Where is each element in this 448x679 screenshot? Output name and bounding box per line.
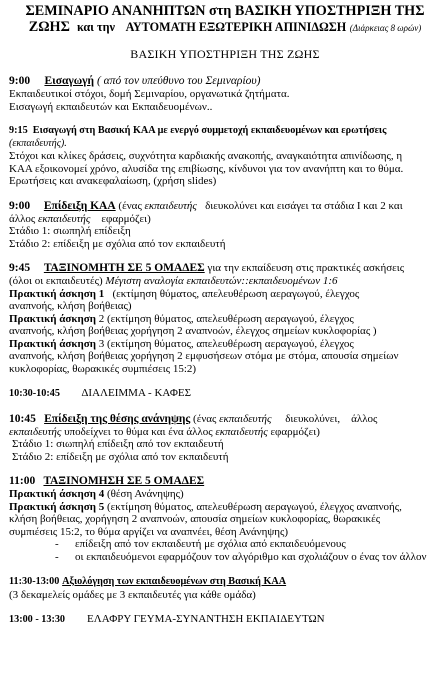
section-heading <box>9 413 441 426</box>
title-duration: (Διάρκειας 8 ωρών) <box>349 23 422 33</box>
section-text: (όλοι οι εκπαιδευτές) <box>9 275 103 287</box>
section-note: διευκολύνει, <box>285 412 341 425</box>
section-time: 9:00 <box>9 75 31 87</box>
exercise-text: (εκτίμηση θύματος, απελευθέρωση αεραγωγού, έλεγχος <box>106 312 354 325</box>
exercise-5-steps <box>9 538 441 563</box>
section-line: Ερωτήσεις και ανακεφαλαίωση, (χρήση slides) <box>9 175 217 187</box>
section-bls-intro <box>9 125 441 188</box>
section-groups-2 <box>9 475 441 563</box>
section-title: Εισαγωγή στη Βασική ΚΑΑ με ενεργό συμμετοχή εκπαιδευομένων και ερωτήσεις <box>32 125 387 136</box>
exercise-3 <box>9 338 441 376</box>
section-time: 11:00 <box>9 475 36 487</box>
exercise-label: Πρακτική άσκηση 4 <box>9 488 105 500</box>
section-note: ( από τον υπεύθυνο του Σεμιναρίου) <box>96 75 261 87</box>
section-note: (ένας <box>193 412 217 425</box>
section-time: 9:00 <box>9 199 31 212</box>
section-line: (3 δεκαμελείς ομάδες με 3 εκπαιδευτές για κάθε ομάδα) <box>9 588 256 601</box>
exercise-4 <box>9 488 441 501</box>
section-text: άλλος <box>9 212 36 225</box>
section-time: 11:30-13:00 <box>9 576 60 587</box>
section-title: Αξιολόγηση των εκπαιδευομένων στη Βασική ΚΑΑ <box>62 576 287 587</box>
section-text: εφαρμόζει) <box>101 212 151 225</box>
exercise-text: κλήση βοήθειας, χορήγηση 2 αναπνοών, απουσία σημείων κυκλοφορίας, θωρακικές <box>9 513 381 525</box>
section-title: Επίδειξη της θέσης ανάνηψης <box>44 412 191 425</box>
document-page <box>9 3 441 639</box>
section-line <box>9 275 441 288</box>
section-line: Στόχοι και κλίκες δράσεις, συχνότητα καρδιακής ανακοπής, αναγκαιότητα απινίδωσης, η <box>9 150 403 162</box>
section-title: ΤΑΞΙΝΟΜΗΤΗ ΣΕ 5 ΟΜΑΔΕΣ <box>43 262 205 274</box>
section-time: 9:45 <box>9 262 31 274</box>
section-line <box>9 426 441 439</box>
list-item: - οι εκπαιδευόμενοι εφαρμόζουν τον αλγόριθμο και σχολιάζουν ο ένας τον άλλον <box>55 551 441 564</box>
section-heading <box>9 200 441 213</box>
section-text-instructor: εκπαιδευτής <box>215 425 268 438</box>
title-word-zois: ΖΩΗΣ <box>28 19 70 35</box>
section-time: 10:45 <box>9 412 36 425</box>
exercise-label: Πρακτική άσκηση <box>9 337 96 350</box>
title-and: και την <box>76 20 115 34</box>
section-break <box>9 387 441 401</box>
section-text-instructor: εκπαιδευτής <box>38 212 91 225</box>
exercise-text: συμπιέσεις 15:2, το θύμα αργίζει να αναπνέει, θέση Ανάνηψης) <box>9 525 289 538</box>
title-aed: ΑΥΤΟΜΑΤΗ ΕΞΩΤΕΡΙΚΗ ΑΠΙΝΙΔΩΣΗ <box>125 20 347 34</box>
section-title: ΤΑΞΙΝΟΜΗΣΗ ΣΕ 5 ΟΜΑΔΕΣ <box>43 475 205 487</box>
exercise-text: (εκτίμηση θύματος, απελευθέρωση αεραγωγού, έλεγχος <box>112 287 360 300</box>
section-title: Επίδειξη ΚΑΑ <box>43 199 116 212</box>
section-recovery-demo <box>9 413 441 464</box>
exercise-1 <box>9 288 441 313</box>
stage-2: Στάδιο 2: επίδειξη με σχόλια από τον εκπαιδευτή <box>12 450 229 463</box>
title-line-1: ΣΕΜΙΝΑΡΙΟ ΑΝΑΝΗΠΤΩΝ στη ΒΑΣΙΚΗ ΥΠΟΣΤΗΡΙΞΗ ΤΗΣ <box>25 3 425 19</box>
stage-1: Στάδιο 1: σιωπηλή επίδειξη <box>9 225 131 237</box>
stage-1: Στάδιο 1: σιωπηλή επίδειξη από τον εκπαιδευτή <box>12 438 224 450</box>
section-note: (εκπαιδευτής). <box>9 137 67 149</box>
section-note-instructor: εκπαιδευτής <box>144 199 197 212</box>
section-time: 10:30-10:45 <box>9 388 60 399</box>
list-item: - επίδειξη από τον εκπαιδευτή με σχόλια από εκπαιδευόμενους <box>55 538 441 551</box>
exercise-text: (εκτίμηση θύματος, απελευθέρωση αεραγωγού, έλεγχος <box>106 337 354 350</box>
section-title: ΔΙΑΛΕΙΜΜΑ - ΚΑΦΕΣ <box>81 387 192 399</box>
exercise-2 <box>9 313 441 338</box>
section-introduction <box>9 75 441 113</box>
section-heading <box>9 125 441 150</box>
section-time: 13:00 - 13:30 <box>9 614 66 625</box>
section-groups-1 <box>9 262 441 375</box>
section-line: Εκπαιδευτικοί στόχοι, δομή Σεμιναρίου, οργανωτικά ζητήματα. <box>9 88 290 100</box>
exercise-5 <box>9 501 441 539</box>
document-title <box>9 3 441 36</box>
section-line <box>9 213 441 226</box>
section-line: Εισαγωγή εκπαιδευτών και Εκπαιδευομένων.. <box>9 100 213 113</box>
exercise-text: (θέση Ανάνηψης) <box>106 488 184 500</box>
exercise-number: 3 <box>98 337 105 350</box>
title-line-2 <box>9 19 441 36</box>
section-note: (ένας <box>118 199 142 212</box>
exercise-label: Πρακτική άσκηση 5 <box>9 500 105 513</box>
section-line: ΚΑΑ εξοικονομεί χρόνο, αλυσίδα της επιβίωσης, κίνδυνοι για τον ανανήπτη και το θύμα. <box>9 162 404 175</box>
section-note-instructor: εκπαιδευτής <box>219 412 272 425</box>
section-heading <box>9 575 441 589</box>
exercise-text: αναπνοής, κλήση βοήθειας χορήγηση 2 εμφυσήσεων στόμα με στόμα, απουσία σημείων <box>9 350 399 362</box>
exercise-label: Πρακτική άσκηση 1 <box>9 287 105 300</box>
document-subtitle: ΒΑΣΙΚΗ ΥΠΟΣΤΗΡΙΞΗ ΤΗΣ ΖΩΗΣ <box>130 47 320 61</box>
exercise-label: Πρακτική άσκηση <box>9 312 96 325</box>
section-text-instructor: εκπαιδευτής <box>9 425 62 438</box>
exercise-number: 2 <box>98 312 105 325</box>
section-time: 9:15 <box>9 125 28 136</box>
exercise-text: (εκτίμηση θύματος, απελευθέρωση αεραγωγού, έλεγχος αναπνοής, <box>106 500 402 513</box>
section-cpr-demo <box>9 200 441 251</box>
section-text: εφαρμόζει) <box>270 425 320 438</box>
section-lunch <box>9 613 441 627</box>
section-note: για την εκπαίδευση στις πρακτικές ασκήσεις <box>207 262 405 274</box>
ratio-text: Μέγιστη αναλογία εκπαιδευτών::εκπαιδευομένων 1:6 <box>105 275 338 287</box>
section-title: Εισαγωγή <box>44 75 95 87</box>
section-heading <box>9 75 441 88</box>
section-assessment <box>9 575 441 601</box>
section-title: ΕΛΑΦΡΥ ΓΕΥΜΑ-ΣΥΝΑΝΤΗΣΗ ΕΚΠΑΙΔΕΥΤΩΝ <box>87 613 325 625</box>
exercise-text: κυκλοφορίας, θωρακικές συμπιέσεις 15:2) <box>9 362 197 375</box>
section-note: άλλος <box>351 412 378 425</box>
section-note-rest: διευκολύνει και εισάγει τα στάδια I και 2 και <box>205 199 403 212</box>
section-heading <box>9 262 441 275</box>
stage-2: Στάδιο 2: επίδειξη με σχόλια από τον εκπαιδευτή <box>9 237 226 250</box>
section-text: υποδείχνει το θύμα και ένα άλλος <box>64 425 213 438</box>
exercise-text: αναπνοής, κλήση βοήθειας) <box>9 300 132 312</box>
exercise-text: αναπνοής, κλήση βοήθειας χορήγηση 2 αναπνοών, έλεγχος σημείων κυκλοφορίας ) <box>9 325 377 337</box>
section-heading <box>9 475 441 488</box>
